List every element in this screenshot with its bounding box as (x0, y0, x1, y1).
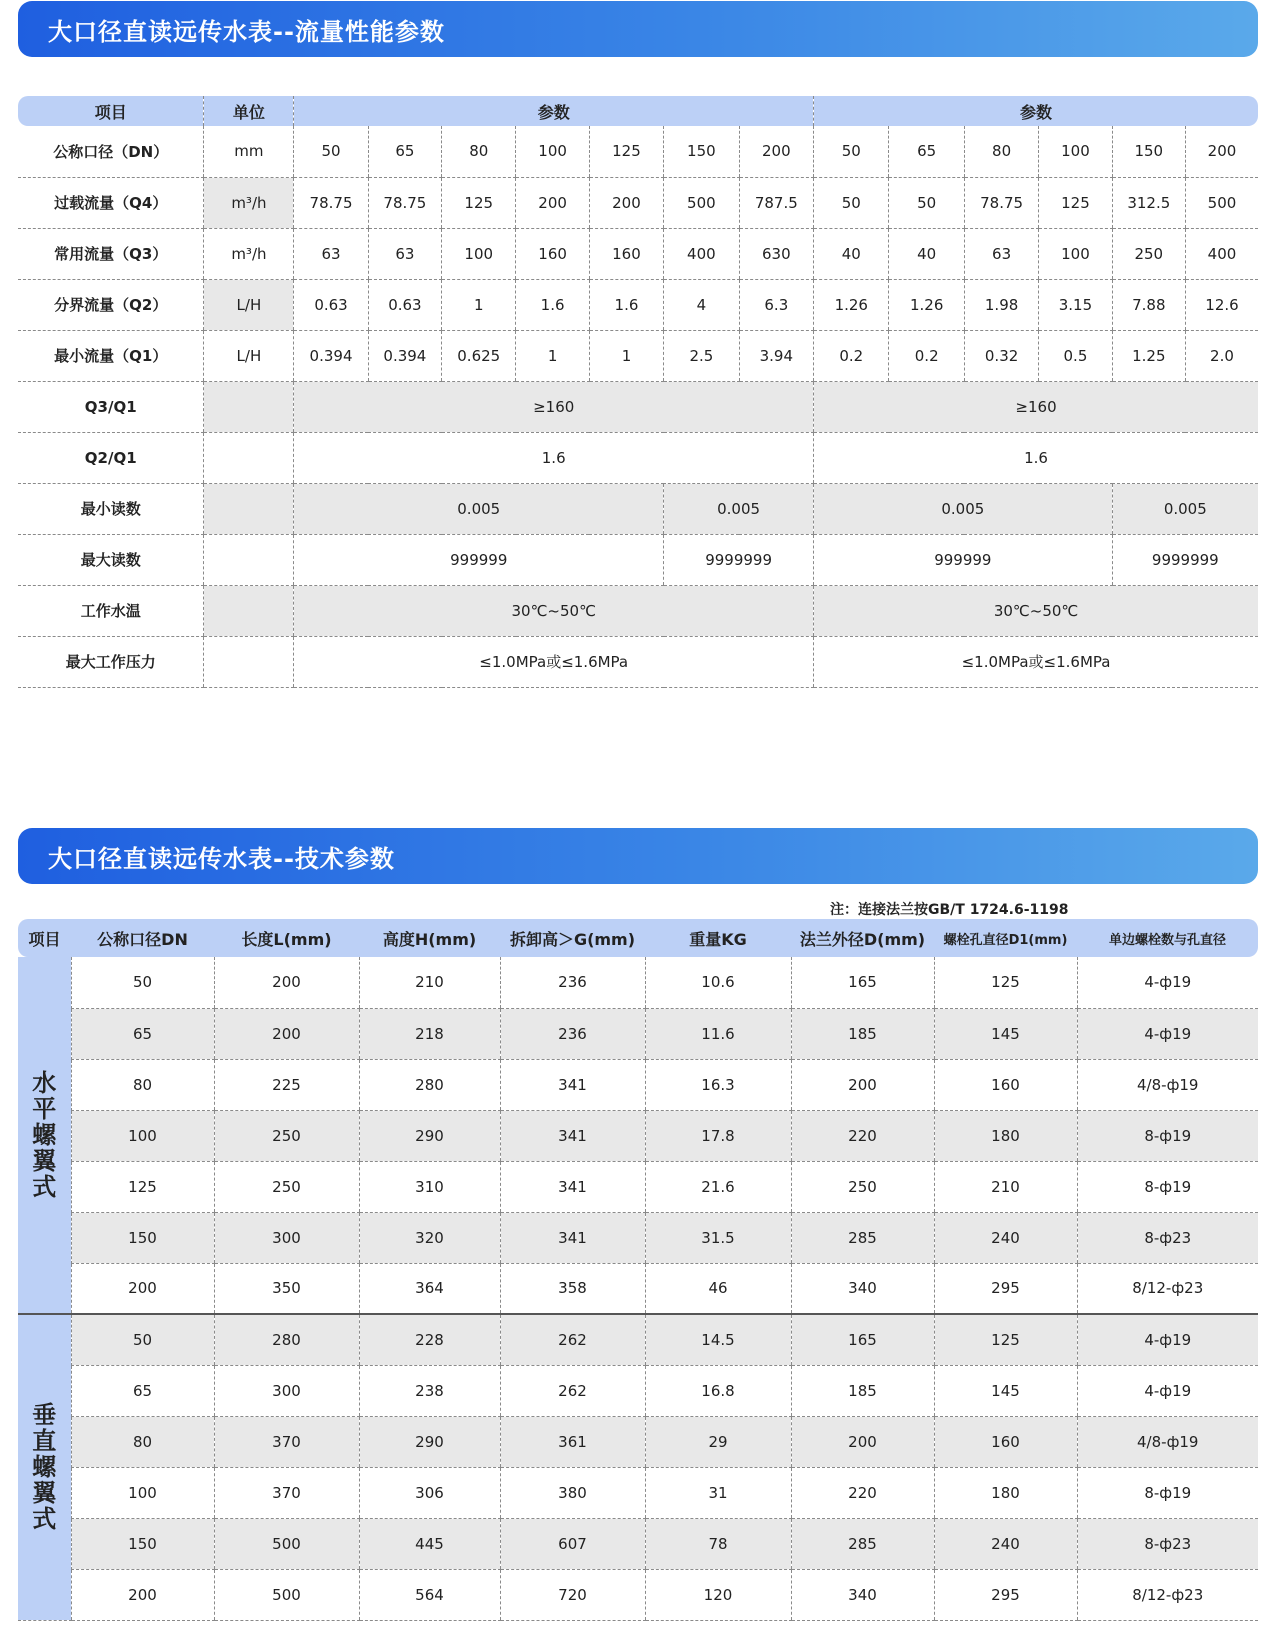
value-cell: 185 (791, 1365, 934, 1416)
value-cell: 3.94 (739, 330, 813, 381)
value-cell: 8-ф23 (1077, 1212, 1258, 1263)
row-label: 过载流量（Q4） (18, 177, 204, 228)
row-label: 最大读数 (18, 534, 204, 585)
value-cell: 78.75 (294, 177, 368, 228)
table-row (18, 1008, 1258, 1059)
value-cell: 100 (71, 1467, 214, 1518)
section-title-tech: 大口径直读远传水表--技术参数 (18, 828, 1258, 884)
table-row-max-read (18, 534, 1258, 585)
flow-performance-table (18, 96, 1258, 688)
table-row (18, 1365, 1258, 1416)
value-cell: 16.3 (645, 1059, 791, 1110)
value-cell: 220 (791, 1467, 934, 1518)
column-header: 螺栓孔直径D1(mm) (934, 919, 1077, 957)
value-cell: 290 (359, 1416, 500, 1467)
table-row (18, 1416, 1258, 1467)
value-cell: 295 (934, 1263, 1077, 1314)
value-cell: 30℃~50℃ (294, 585, 814, 636)
value-cell: 65 (368, 126, 441, 177)
value-cell: 50 (889, 177, 964, 228)
unit-cell (204, 534, 294, 585)
value-cell: 358 (500, 1263, 645, 1314)
table-row (18, 1467, 1258, 1518)
value-cell: ≤1.0MPa或≤1.6MPa (294, 636, 814, 687)
value-cell: 50 (71, 957, 214, 1008)
value-cell: 400 (1185, 228, 1258, 279)
value-cell: 400 (664, 228, 739, 279)
value-cell: 236 (500, 1008, 645, 1059)
value-cell: 262 (500, 1314, 645, 1365)
value-cell: 218 (359, 1008, 500, 1059)
table-row (18, 1212, 1258, 1263)
value-cell: 290 (359, 1110, 500, 1161)
value-cell: 100 (516, 126, 589, 177)
value-cell: 0.005 (664, 483, 814, 534)
column-header: 重量KG (645, 919, 791, 957)
value-cell: 14.5 (645, 1314, 791, 1365)
section-title-flow: 大口径直读远传水表--流量性能参数 (18, 1, 1258, 57)
value-cell: 607 (500, 1518, 645, 1569)
column-header: 项目 (18, 919, 71, 957)
value-cell: 200 (71, 1569, 214, 1620)
value-cell: 228 (359, 1314, 500, 1365)
value-cell: 2.0 (1185, 330, 1258, 381)
value-cell: 21.6 (645, 1161, 791, 1212)
value-cell: 630 (739, 228, 813, 279)
value-cell: 787.5 (739, 177, 813, 228)
group-name: 水平螺翼式 (32, 1069, 57, 1201)
table-row-q3q1 (18, 381, 1258, 432)
table-row (18, 228, 1258, 279)
value-cell: 65 (889, 126, 964, 177)
value-cell: 4-ф19 (1077, 1314, 1258, 1365)
value-cell: 125 (934, 1314, 1077, 1365)
header-item: 项目 (18, 96, 204, 126)
value-cell: 500 (664, 177, 739, 228)
row-label: 最小流量（Q1） (18, 330, 204, 381)
value-cell: 165 (791, 957, 934, 1008)
value-cell: 300 (214, 1212, 359, 1263)
value-cell: 500 (214, 1569, 359, 1620)
value-cell: 50 (814, 177, 889, 228)
value-cell: 100 (442, 228, 516, 279)
value-cell: 46 (645, 1263, 791, 1314)
group-label (18, 957, 71, 1314)
value-cell: 250 (214, 1161, 359, 1212)
column-header: 高度H(mm) (359, 919, 500, 957)
value-cell: 350 (214, 1263, 359, 1314)
value-cell: 0.63 (368, 279, 441, 330)
group-name: 垂直螺翼式 (32, 1401, 57, 1534)
value-cell: 238 (359, 1365, 500, 1416)
value-cell: 285 (791, 1212, 934, 1263)
value-cell: 4-ф19 (1077, 1365, 1258, 1416)
column-header: 拆卸高＞G(mm) (500, 919, 645, 957)
value-cell: 1.98 (964, 279, 1038, 330)
table-row (18, 279, 1258, 330)
value-cell: 0.32 (964, 330, 1038, 381)
value-cell: 16.8 (645, 1365, 791, 1416)
value-cell: 370 (214, 1416, 359, 1467)
value-cell: 31 (645, 1467, 791, 1518)
value-cell: 240 (934, 1212, 1077, 1263)
value-cell: 306 (359, 1467, 500, 1518)
value-cell: 50 (294, 126, 368, 177)
value-cell: 145 (934, 1008, 1077, 1059)
table-row (18, 1314, 1258, 1365)
value-cell: 300 (214, 1365, 359, 1416)
value-cell: 250 (791, 1161, 934, 1212)
value-cell: 210 (934, 1161, 1077, 1212)
column-header: 长度L(mm) (214, 919, 359, 957)
unit-cell: m³/h (204, 177, 294, 228)
value-cell: 370 (214, 1467, 359, 1518)
value-cell: 250 (1112, 228, 1185, 279)
value-cell: 50 (71, 1314, 214, 1365)
value-cell: 200 (1185, 126, 1258, 177)
value-cell: 312.5 (1112, 177, 1185, 228)
column-header: 法兰外径D(mm) (791, 919, 934, 957)
value-cell: 310 (359, 1161, 500, 1212)
table-row (18, 1263, 1258, 1314)
value-cell: 0.005 (1112, 483, 1258, 534)
value-cell: 999999 (814, 534, 1113, 585)
value-cell: 500 (214, 1518, 359, 1569)
value-cell: 1.25 (1112, 330, 1185, 381)
value-cell: 341 (500, 1059, 645, 1110)
table-row (18, 177, 1258, 228)
value-cell: 9999999 (1112, 534, 1258, 585)
value-cell: 125 (1039, 177, 1112, 228)
value-cell: 0.625 (442, 330, 516, 381)
value-cell: 78.75 (368, 177, 441, 228)
value-cell: 341 (500, 1212, 645, 1263)
value-cell: 200 (214, 957, 359, 1008)
value-cell: 100 (71, 1110, 214, 1161)
header-param-a: 参数 (294, 96, 814, 126)
value-cell: 341 (500, 1161, 645, 1212)
table-row-pressure (18, 636, 1258, 687)
value-cell: 280 (359, 1059, 500, 1110)
value-cell: 80 (71, 1059, 214, 1110)
value-cell: 78.75 (964, 177, 1038, 228)
value-cell: 295 (934, 1569, 1077, 1620)
value-cell: 220 (791, 1110, 934, 1161)
unit-cell: mm (204, 126, 294, 177)
table-row (18, 1059, 1258, 1110)
value-cell: 125 (934, 957, 1077, 1008)
row-label: 最大工作压力 (18, 636, 204, 687)
value-cell: 8-ф19 (1077, 1161, 1258, 1212)
value-cell: 8/12-ф23 (1077, 1263, 1258, 1314)
value-cell: 80 (71, 1416, 214, 1467)
value-cell: 145 (934, 1365, 1077, 1416)
unit-cell (204, 483, 294, 534)
value-cell: 160 (589, 228, 663, 279)
value-cell: 361 (500, 1416, 645, 1467)
value-cell: 8-ф19 (1077, 1110, 1258, 1161)
value-cell: 280 (214, 1314, 359, 1365)
value-cell: 340 (791, 1569, 934, 1620)
value-cell: 250 (214, 1110, 359, 1161)
value-cell: 125 (442, 177, 516, 228)
value-cell: 4 (664, 279, 739, 330)
value-cell: 4/8-ф19 (1077, 1059, 1258, 1110)
value-cell: 31.5 (645, 1212, 791, 1263)
table-row (18, 1161, 1258, 1212)
value-cell: 200 (71, 1263, 214, 1314)
table-row-min-read (18, 483, 1258, 534)
value-cell: 9999999 (664, 534, 814, 585)
value-cell: 1.26 (814, 279, 889, 330)
table-row (18, 126, 1258, 177)
value-cell: 40 (814, 228, 889, 279)
unit-cell (204, 381, 294, 432)
value-cell: 8/12-ф23 (1077, 1569, 1258, 1620)
value-cell: 180 (934, 1467, 1077, 1518)
value-cell: 262 (500, 1365, 645, 1416)
value-cell: 65 (71, 1008, 214, 1059)
flange-note: 注：连接法兰按GB/T 1724.6-1198 (830, 902, 1069, 918)
value-cell: 63 (294, 228, 368, 279)
table-header-row (18, 96, 1258, 126)
value-cell: 150 (71, 1212, 214, 1263)
row-label: 公称口径（DN） (18, 126, 204, 177)
value-cell: 500 (1185, 177, 1258, 228)
table-header-row (18, 919, 1258, 957)
value-cell: 63 (964, 228, 1038, 279)
value-cell: 80 (964, 126, 1038, 177)
table-row (18, 1569, 1258, 1620)
value-cell: 340 (791, 1263, 934, 1314)
value-cell: 720 (500, 1569, 645, 1620)
value-cell: 210 (359, 957, 500, 1008)
value-cell: 200 (739, 126, 813, 177)
value-cell: 564 (359, 1569, 500, 1620)
value-cell: 200 (791, 1416, 934, 1467)
value-cell: 200 (214, 1008, 359, 1059)
value-cell: 10.6 (645, 957, 791, 1008)
value-cell: 0.5 (1039, 330, 1112, 381)
value-cell: 0.394 (294, 330, 368, 381)
unit-cell (204, 432, 294, 483)
value-cell: 160 (516, 228, 589, 279)
value-cell: 3.15 (1039, 279, 1112, 330)
row-label: Q2/Q1 (18, 432, 204, 483)
value-cell: 200 (589, 177, 663, 228)
value-cell: 364 (359, 1263, 500, 1314)
value-cell: 185 (791, 1008, 934, 1059)
value-cell: 0.005 (294, 483, 664, 534)
value-cell: 285 (791, 1518, 934, 1569)
value-cell: 180 (934, 1110, 1077, 1161)
value-cell: 100 (1039, 228, 1112, 279)
value-cell: 80 (442, 126, 516, 177)
value-cell: 2.5 (664, 330, 739, 381)
unit-cell: L/H (204, 279, 294, 330)
table-row (18, 1110, 1258, 1161)
value-cell: 150 (664, 126, 739, 177)
value-cell: 160 (934, 1416, 1077, 1467)
value-cell: 320 (359, 1212, 500, 1263)
value-cell: 0.63 (294, 279, 368, 330)
value-cell: 150 (1112, 126, 1185, 177)
header-unit: 单位 (204, 96, 294, 126)
value-cell: 0.394 (368, 330, 441, 381)
table-row (18, 330, 1258, 381)
value-cell: 100 (1039, 126, 1112, 177)
value-cell: ≥160 (294, 381, 814, 432)
value-cell: 30℃~50℃ (814, 585, 1258, 636)
row-label: 工作水温 (18, 585, 204, 636)
value-cell: 0.2 (814, 330, 889, 381)
value-cell: 1.26 (889, 279, 964, 330)
value-cell: 1.6 (814, 432, 1258, 483)
value-cell: 65 (71, 1365, 214, 1416)
value-cell: 1 (589, 330, 663, 381)
value-cell: 1.6 (516, 279, 589, 330)
value-cell: 341 (500, 1110, 645, 1161)
value-cell: 1.6 (589, 279, 663, 330)
value-cell: 200 (516, 177, 589, 228)
value-cell: ≥160 (814, 381, 1258, 432)
value-cell: ≤1.0MPa或≤1.6MPa (814, 636, 1258, 687)
row-label: 最小读数 (18, 483, 204, 534)
row-label: 常用流量（Q3） (18, 228, 204, 279)
value-cell: 1.6 (294, 432, 814, 483)
value-cell: 225 (214, 1059, 359, 1110)
value-cell: 12.6 (1185, 279, 1258, 330)
value-cell: 200 (791, 1059, 934, 1110)
value-cell: 0.2 (889, 330, 964, 381)
value-cell: 7.88 (1112, 279, 1185, 330)
value-cell: 380 (500, 1467, 645, 1518)
header-param-b: 参数 (814, 96, 1258, 126)
value-cell: 29 (645, 1416, 791, 1467)
column-header: 公称口径DN (71, 919, 214, 957)
value-cell: 1 (516, 330, 589, 381)
value-cell: 240 (934, 1518, 1077, 1569)
value-cell: 4-ф19 (1077, 957, 1258, 1008)
value-cell: 4/8-ф19 (1077, 1416, 1258, 1467)
column-header: 单边螺栓数与孔直径 (1077, 919, 1258, 957)
value-cell: 50 (814, 126, 889, 177)
value-cell: 236 (500, 957, 645, 1008)
group-label (18, 1314, 71, 1620)
unit-cell (204, 585, 294, 636)
value-cell: 63 (368, 228, 441, 279)
row-label: Q3/Q1 (18, 381, 204, 432)
value-cell: 150 (71, 1518, 214, 1569)
value-cell: 120 (645, 1569, 791, 1620)
table-row (18, 957, 1258, 1008)
unit-cell: m³/h (204, 228, 294, 279)
unit-cell: L/H (204, 330, 294, 381)
value-cell: 11.6 (645, 1008, 791, 1059)
value-cell: 78 (645, 1518, 791, 1569)
technical-params-table (18, 919, 1258, 1621)
value-cell: 999999 (294, 534, 664, 585)
value-cell: 17.8 (645, 1110, 791, 1161)
unit-cell (204, 636, 294, 687)
value-cell: 4-ф19 (1077, 1008, 1258, 1059)
value-cell: 165 (791, 1314, 934, 1365)
table-row-water-temp (18, 585, 1258, 636)
value-cell: 6.3 (739, 279, 813, 330)
row-label: 分界流量（Q2） (18, 279, 204, 330)
value-cell: 125 (589, 126, 663, 177)
value-cell: 160 (934, 1059, 1077, 1110)
value-cell: 125 (71, 1161, 214, 1212)
table-row-q2q1 (18, 432, 1258, 483)
value-cell: 40 (889, 228, 964, 279)
value-cell: 445 (359, 1518, 500, 1569)
table-row (18, 1518, 1258, 1569)
value-cell: 0.005 (814, 483, 1113, 534)
value-cell: 8-ф23 (1077, 1518, 1258, 1569)
value-cell: 8-ф19 (1077, 1467, 1258, 1518)
value-cell: 1 (442, 279, 516, 330)
